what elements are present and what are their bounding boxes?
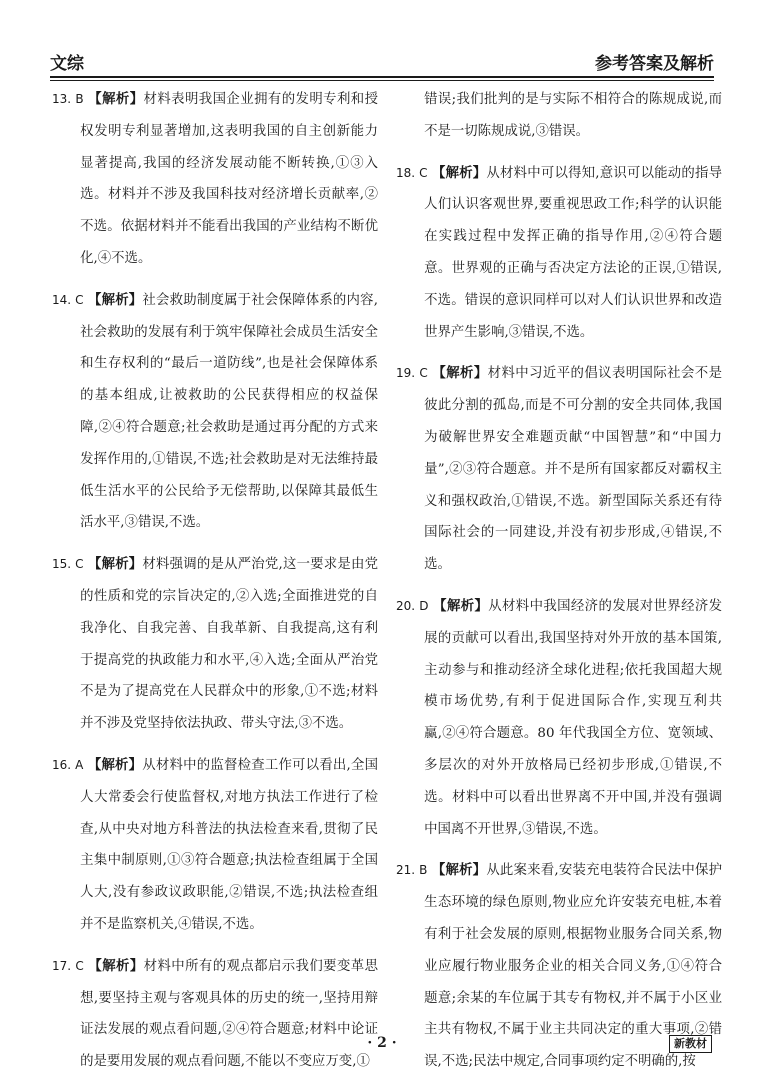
- analysis-text: 材料中所有的观点都启示我们要变革思想,要坚持主观与客观具体的历史的统一,坚持用辩证法发展的观点看问题,②④符合题意;材料中论证的是要用发展的观点看问题,不能以不变应万变,①: [80, 958, 379, 1070]
- answer-item: [52, 84, 378, 275]
- header-rule-thick: [50, 76, 714, 78]
- answer-item: [396, 158, 722, 349]
- analysis-text: 从材料中可以得知,意识可以能动的指导人们认识客观世界,要重视思政工作;科学的认识能在实践过程中发挥正确的指导作用,②④符合题意。世界观的正确与否决定方法论的正误,①错误,不选。错误的意识同样可以对人们认识世界和改造世界产生影响,③错误,不选。: [424, 165, 723, 340]
- analysis-tag: 【解析】: [88, 957, 144, 974]
- question-number: 14. C: [52, 292, 84, 307]
- question-number: 17. C: [52, 958, 84, 973]
- analysis-tag: 【解析】: [88, 91, 144, 107]
- answer-item: [52, 549, 378, 740]
- right-column: [396, 84, 722, 1088]
- answer-item: [52, 951, 378, 1078]
- analysis-text: 材料强调的是从严治党,这一要求是由党的性质和党的宗旨决定的,②入选;全面推进党的自我净化、自我完善、自我革新、自我提高,这有利于提高党的执政能力和水平,④入选;全面从严治党不是为了提高党在人民群众中的形象,①不选;材料并不涉及党坚持依法执政、带头守法,③不选。: [80, 557, 379, 732]
- answer-item: [52, 750, 378, 941]
- analysis-tag: 【解析】: [87, 756, 143, 773]
- continued-text: 错误;我们批判的是与实际不相符合的陈规成说,而不是一切陈规成说,③错误。: [424, 92, 722, 139]
- question-number: 19. C: [396, 366, 428, 381]
- question-number: 18. C: [396, 165, 428, 180]
- analysis-tag: 【解析】: [431, 164, 487, 181]
- subject-title: 文综: [50, 54, 84, 74]
- answer-item: [52, 285, 378, 539]
- analysis-tag: 【解析】: [433, 597, 489, 614]
- analysis-text: 材料中习近平的倡议表明国际社会不是彼此分割的孤岛,而是不可分割的安全共同体,我国为破解世界安全难题贡献“中国智慧”和“中国力量”,②③符合题意。并不是所有国家都反对霸权主义和强权政治,①错误,不选。新型国际关系还有待国际社会的一同建设,并没有初步形成,④错误,不选。: [424, 366, 723, 573]
- answer-item: [396, 358, 722, 581]
- answer-item: [396, 591, 722, 845]
- edition-badge: 新教材: [669, 1035, 712, 1053]
- analysis-tag: 【解析】: [432, 365, 488, 382]
- left-column: [52, 84, 378, 1088]
- section-title: 参考答案及解析: [595, 54, 714, 74]
- page-header: [50, 44, 714, 74]
- analysis-text: 从材料中的监督检查工作可以看出,全国人大常委会行使监督权,对地方执法工作进行了检查,从中央对地方科普法的执法检查来看,贯彻了民主集中制原则,①③符合题意;执法检查组属于全国人大,没有参政议政职能,②错误,不选;执法检查组并不是监察机关,④错误,不选。: [80, 757, 379, 932]
- question-number: 15. C: [52, 557, 84, 572]
- question-number: 16. A: [52, 757, 84, 772]
- question-number: 21. B: [396, 863, 428, 878]
- analysis-text: 社会救助制度属于社会保障体系的内容,社会救助的发展有利于筑牢保障社会成员生活安全和生存权利的“最后一道防线”,也是社会保障体系的基本组成,让被救助的公民获得相应的权益保障,②④符合题意;社会救助是通过再分配的方式来发挥作用的,①错误,不选;社会救助是对无法维持最低生活水平的公民给予无偿帮助,以保障其最低生活水平,③错误,不选。: [80, 292, 379, 531]
- analysis-tag: 【解析】: [431, 862, 487, 879]
- analysis-tag: 【解析】: [87, 556, 143, 573]
- question-number: 13. B: [52, 92, 84, 106]
- page-number: · 2 ·: [367, 1035, 397, 1051]
- analysis-text: 材料表明我国企业拥有的发明专利和授权发明专利显著增加,这表明我国的自主创新能力显著提高,我国的经济发展动能不断转换,①③入选。材料并不涉及我国科技对经济增长贡献率,②不选。依据材料并不能看出我国的产业结构不断优化,④不选。: [80, 92, 379, 266]
- analysis-text: 从材料中我国经济的发展对世界经济发展的贡献可以看出,我国坚持对外开放的基本国策,主动参与和推动经济全球化进程;依托我国超大规模市场优势,有利于促进国际合作,实现互利共赢,②④符合题意。80 年代我国全方位、宽领域、多层次的对外开放格局已经初步形成,①错误,不选。材料中可以看出世界离不开中国,并没有强调中国离不开世界,③错误,不选。: [424, 598, 723, 837]
- analysis-text: 从此案来看,安装充电装符合民法中保护生态环境的绿色原则,物业应允许安装充电桩,本着有利于社会发展的原则,根据物业服务合同关系,物业应履行物业服务企业的相关合同义务,①④符合题意;余某的车位属于其专有物权,并不属于小区业主共有物权,不属于业主共同决定的重大事项,②错误,不选;民法中规定,合同事项约定不明确的,按: [424, 863, 722, 1070]
- question-number: 20. D: [396, 598, 429, 613]
- analysis-tag: 【解析】: [87, 291, 143, 308]
- header-rule-thin: [50, 80, 714, 81]
